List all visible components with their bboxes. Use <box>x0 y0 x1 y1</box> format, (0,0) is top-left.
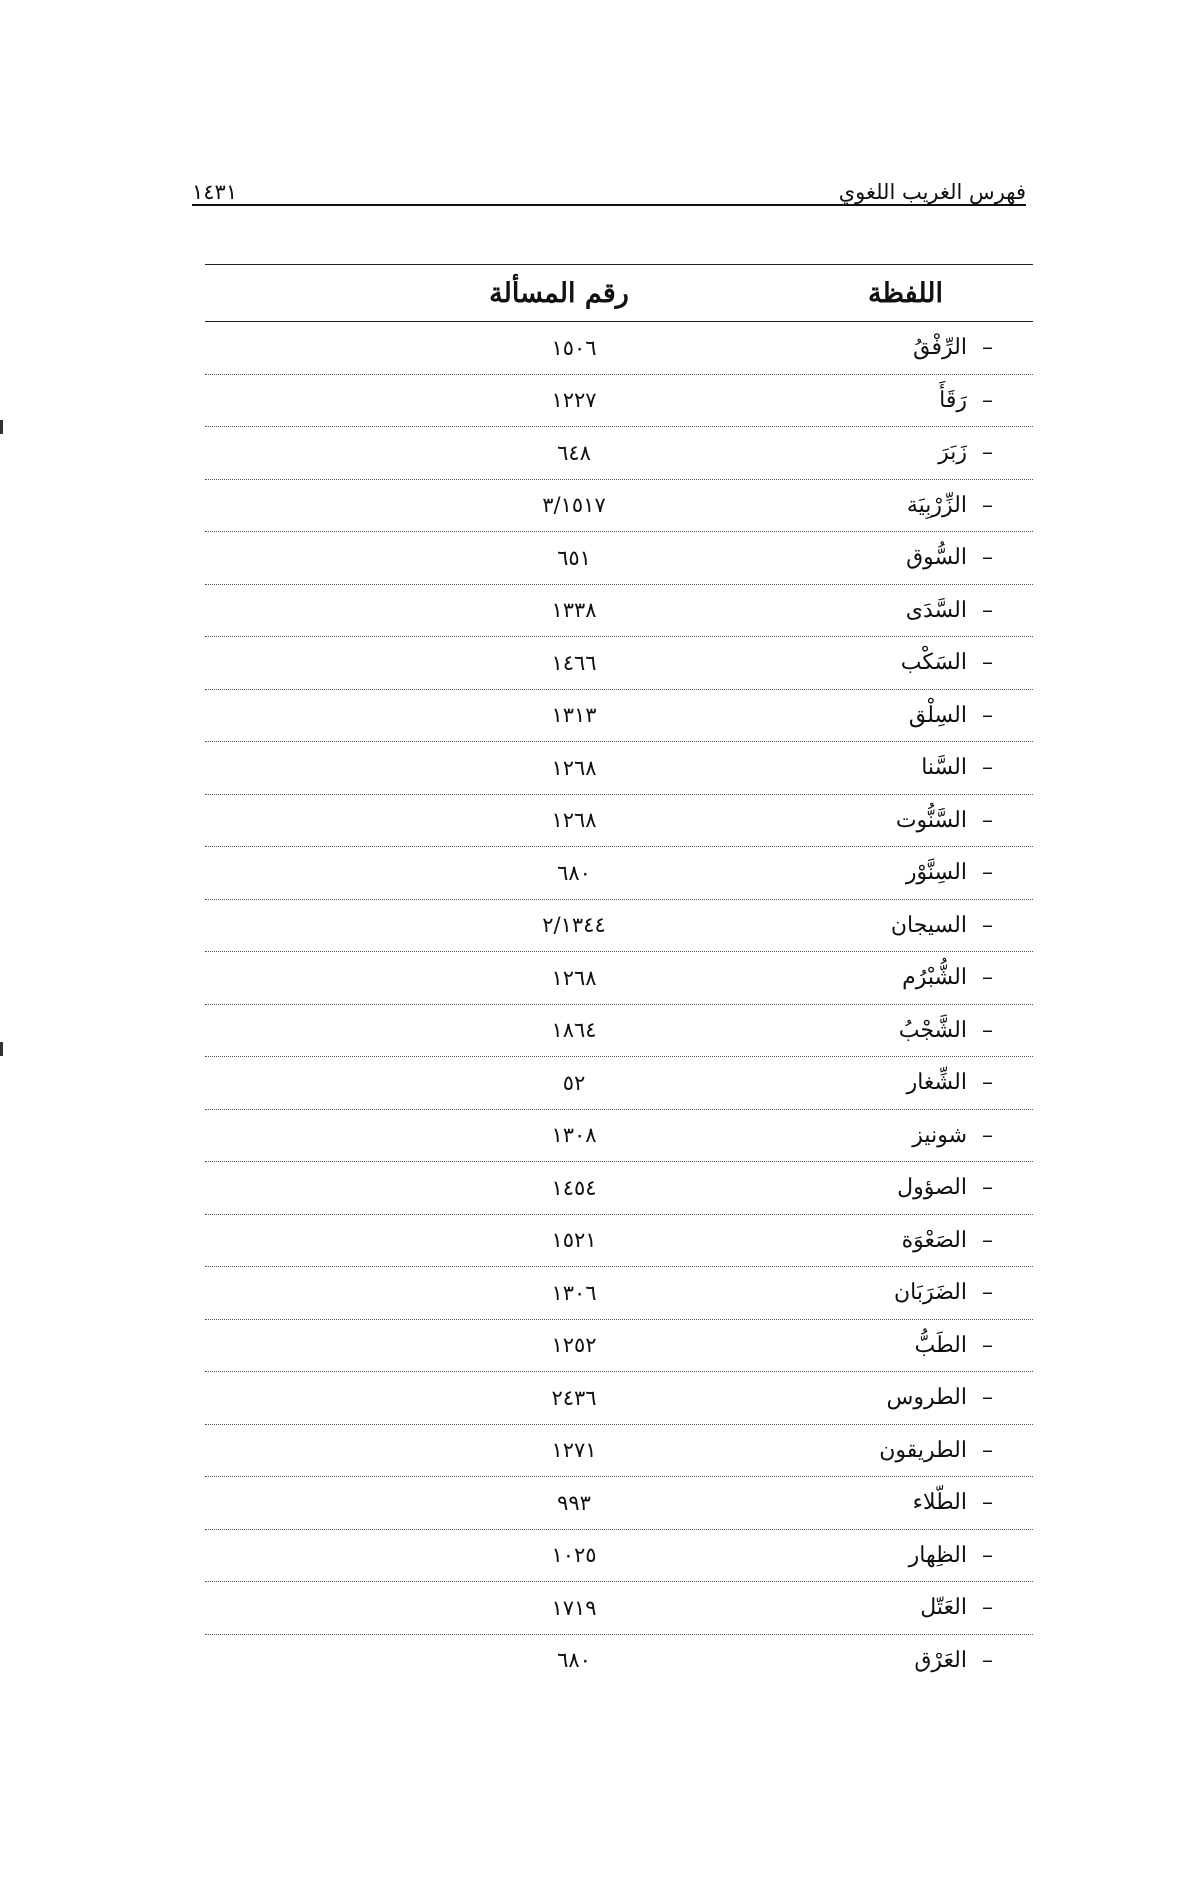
table-row <box>205 900 1033 953</box>
entry-issue-number: ١٨٦٤ <box>551 1018 597 1043</box>
entry-word: الشُّبْرُم <box>902 965 967 991</box>
entry-word: الطريقون <box>879 1437 967 1463</box>
entry-word-cell <box>743 1543 1033 1568</box>
entry-issue-number: ٦٥١ <box>557 545 591 570</box>
entry-issue-number: ١٠٢٥ <box>551 1543 597 1568</box>
entry-word: الطّلاء <box>912 1490 967 1516</box>
entry-issue-number: ٢٤٣٦ <box>551 1385 597 1410</box>
entry-dash: – <box>982 1542 993 1568</box>
table-row <box>205 585 1033 638</box>
entry-issue-number: ١٢٦٨ <box>551 755 597 780</box>
entry-word-cell <box>743 1648 1033 1673</box>
entry-word-cell <box>743 1490 1033 1515</box>
entry-issue-number: ٥٢ <box>562 1070 586 1095</box>
entry-word-cell <box>743 388 1033 413</box>
entry-word: السيجان <box>890 912 967 938</box>
table-row <box>205 1372 1033 1425</box>
entry-word: العَتّل <box>920 1595 967 1621</box>
entry-issue-number: ١٢٦٨ <box>551 808 597 833</box>
entry-word-cell <box>743 860 1033 885</box>
entry-word: زَبَرَ <box>938 440 967 466</box>
entry-dash: – <box>982 702 993 728</box>
entry-word-cell <box>743 1123 1033 1148</box>
entry-issue-number: ١٣٠٨ <box>551 1123 597 1148</box>
entry-dash: – <box>982 1385 993 1411</box>
entry-word-cell <box>743 1385 1033 1410</box>
entry-dash: – <box>982 1017 993 1043</box>
table-row <box>205 637 1033 690</box>
entry-dash: – <box>982 1227 993 1253</box>
entry-word: الضَرَبَان <box>893 1280 967 1306</box>
table-row <box>205 1215 1033 1268</box>
entry-word: الظِهار <box>908 1542 967 1568</box>
entry-word-cell <box>743 1333 1033 1358</box>
entry-dash: – <box>982 335 993 361</box>
entry-word: السِلْق <box>908 702 967 728</box>
table-row <box>205 1320 1033 1373</box>
entry-issue-number: ١٢٢٧ <box>551 388 597 413</box>
entry-issue-number: ١٣٠٦ <box>551 1280 597 1305</box>
entry-word: السَّنُّوت <box>895 807 967 833</box>
entry-word-cell <box>743 703 1033 728</box>
table-row <box>205 1425 1033 1478</box>
running-header <box>192 168 1026 204</box>
entry-issue-number: ٣/١٥١٧ <box>542 493 606 518</box>
entry-word: الرِّفْقُ <box>913 335 967 361</box>
entry-dash: – <box>982 1332 993 1358</box>
table-row <box>205 532 1033 585</box>
table-row <box>205 427 1033 480</box>
entry-word: الصَعْوَة <box>901 1227 967 1253</box>
table-row <box>205 1162 1033 1215</box>
entry-word: الصؤول <box>897 1175 967 1201</box>
entry-issue-number: ١٧١٩ <box>551 1595 597 1620</box>
entry-issue-number: ١٥٠٦ <box>551 335 597 360</box>
entry-dash: – <box>982 860 993 886</box>
entry-issue-number: ١٣٣٨ <box>551 598 597 623</box>
entry-dash: – <box>982 1175 993 1201</box>
entry-dash: – <box>982 387 993 413</box>
entry-word: السَّدَى <box>905 597 967 623</box>
table-row <box>205 322 1033 375</box>
entry-word-cell <box>743 1175 1033 1200</box>
entry-word-cell <box>743 1070 1033 1095</box>
entry-dash: – <box>982 1647 993 1673</box>
entry-dash: – <box>982 440 993 466</box>
table-row <box>205 1477 1033 1530</box>
entry-dash: – <box>982 755 993 781</box>
table-body <box>205 322 1033 1686</box>
entry-word: العَرْق <box>914 1647 967 1673</box>
table-header-row <box>205 265 1033 322</box>
entry-dash: – <box>982 1070 993 1096</box>
table-row <box>205 1530 1033 1583</box>
entry-dash: – <box>982 1595 993 1621</box>
entry-word: السِنَّوْر <box>905 860 967 886</box>
entry-issue-number: ١٤٥٤ <box>551 1175 597 1200</box>
entry-dash: – <box>982 1490 993 1516</box>
entry-issue-number: ٦٨٠ <box>557 1648 591 1673</box>
table-row <box>205 1057 1033 1110</box>
entry-word-cell <box>743 965 1033 990</box>
table-row <box>205 847 1033 900</box>
table-row <box>205 1267 1033 1320</box>
entry-dash: – <box>982 492 993 518</box>
entry-word: الشِّغار <box>906 1070 967 1096</box>
entry-dash: – <box>982 1437 993 1463</box>
entry-dash: – <box>982 965 993 991</box>
table-row <box>205 1110 1033 1163</box>
entry-dash: – <box>982 545 993 571</box>
entry-word-cell <box>743 1595 1033 1620</box>
header-rule <box>192 204 1026 206</box>
entry-word-cell <box>743 1228 1033 1253</box>
entry-issue-number: ٢/١٣٤٤ <box>542 913 606 938</box>
entry-dash: – <box>982 1122 993 1148</box>
entry-word: السُّوق <box>906 545 967 571</box>
entry-word-cell <box>743 440 1033 465</box>
entry-word-cell <box>743 598 1033 623</box>
entry-word: رَقَأَ <box>939 387 967 413</box>
running-title: فهرس الغريب اللغوي <box>838 180 1026 204</box>
entry-word: السَكْب <box>900 650 967 676</box>
column-header-word: اللفظة <box>868 277 943 309</box>
entry-word-cell <box>743 545 1033 570</box>
entry-dash: – <box>982 1280 993 1306</box>
entry-word: السَّنا <box>921 755 967 781</box>
entry-word-cell <box>743 808 1033 833</box>
word-index-table <box>205 264 1033 1686</box>
entry-dash: – <box>982 912 993 938</box>
entry-issue-number: ٩٩٣ <box>557 1490 591 1515</box>
entry-issue-number: ١٣١٣ <box>551 703 597 728</box>
entry-issue-number: ٦٤٨ <box>557 440 591 465</box>
entry-word-cell <box>743 913 1033 938</box>
entry-word: الطروس <box>886 1385 967 1411</box>
entry-issue-number: ١٥٢١ <box>551 1228 597 1253</box>
column-header-number: رقم المسألة <box>489 277 629 309</box>
table-row <box>205 1582 1033 1635</box>
entry-issue-number: ١٤٦٦ <box>551 650 597 675</box>
table-row <box>205 795 1033 848</box>
table-row <box>205 1635 1033 1687</box>
entry-issue-number: ٦٨٠ <box>557 860 591 885</box>
entry-word-cell <box>743 493 1033 518</box>
entry-dash: – <box>982 650 993 676</box>
entry-word: الطَبُّ <box>914 1332 967 1358</box>
table-row <box>205 480 1033 533</box>
entry-word: الزِّرْبِيَة <box>906 492 967 518</box>
entry-word-cell <box>743 755 1033 780</box>
entry-dash: – <box>982 807 993 833</box>
page-number: ١٤٣١ <box>192 180 238 204</box>
entry-issue-number: ١٢٧١ <box>551 1438 597 1463</box>
entry-word-cell <box>743 1280 1033 1305</box>
entry-word-cell <box>743 1438 1033 1463</box>
entry-word: شونيز <box>912 1122 967 1148</box>
entry-issue-number: ١٢٥٢ <box>551 1333 597 1358</box>
table-row <box>205 375 1033 428</box>
scan-margin-mark <box>0 420 3 434</box>
table-row <box>205 952 1033 1005</box>
entry-word-cell <box>743 1018 1033 1043</box>
entry-issue-number: ١٢٦٨ <box>551 965 597 990</box>
table-row <box>205 742 1033 795</box>
table-row <box>205 1005 1033 1058</box>
entry-word-cell <box>743 650 1033 675</box>
entry-word: الشَّجْبُ <box>898 1017 967 1043</box>
entry-word-cell <box>743 335 1033 360</box>
table-row <box>205 690 1033 743</box>
scan-margin-mark <box>0 1042 3 1056</box>
entry-dash: – <box>982 597 993 623</box>
